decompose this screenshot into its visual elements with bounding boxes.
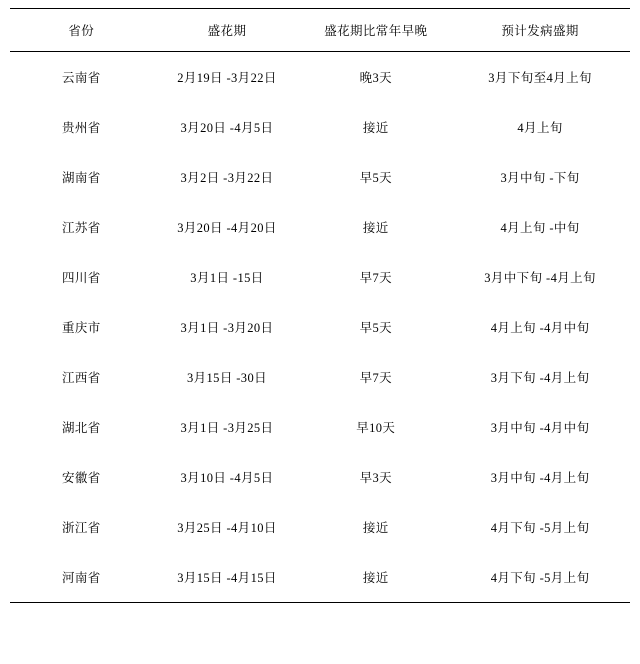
cell-comparison: 早3天 (359, 471, 393, 485)
table-row (10, 552, 630, 603)
cell-bloom-period: 3月2日 -3月22日 (180, 171, 274, 185)
cell-forecast: 3月下旬 -4月上旬 (490, 371, 590, 385)
cell-bloom-period: 3月25日 -4月10日 (177, 521, 277, 535)
cell-bloom-period: 3月1日 -15日 (190, 271, 264, 285)
cell-forecast: 4月上旬 -4月中旬 (490, 321, 590, 335)
cell-province: 云南省 (61, 71, 101, 85)
cell-forecast: 4月上旬 (517, 121, 563, 135)
cell-province: 重庆市 (61, 321, 101, 335)
cell-bloom-period: 3月20日 -4月20日 (177, 221, 277, 235)
table-row (10, 252, 630, 302)
cell-comparison: 接近 (362, 521, 389, 535)
cell-comparison: 接近 (362, 221, 389, 235)
table-row (10, 452, 630, 502)
table-header (10, 9, 630, 52)
table-body (10, 52, 630, 603)
table-row (10, 152, 630, 202)
cell-province: 湖北省 (61, 421, 101, 435)
column-header-forecast: 预计发病盛期 (450, 9, 630, 52)
cell-province: 四川省 (61, 271, 101, 285)
column-header-province: 省份 (10, 9, 153, 52)
table-row (10, 52, 630, 103)
cell-comparison: 接近 (362, 121, 389, 135)
cell-bloom-period: 3月1日 -3月25日 (180, 421, 274, 435)
cell-comparison: 早7天 (359, 371, 393, 385)
cell-province: 安徽省 (61, 471, 101, 485)
column-header-bloom-period: 盛花期 (153, 9, 302, 52)
cell-forecast: 3月中下旬 -4月上旬 (484, 271, 596, 285)
cell-comparison: 早5天 (359, 321, 393, 335)
cell-forecast: 3月中旬 -4月中旬 (490, 421, 590, 435)
cell-comparison: 早7天 (359, 271, 393, 285)
cell-province: 江苏省 (61, 221, 101, 235)
table-row (10, 502, 630, 552)
cell-province: 江西省 (61, 371, 101, 385)
cell-province: 河南省 (10, 552, 153, 603)
cell-province: 浙江省 (61, 521, 101, 535)
cell-bloom-period: 3月15日 -4月15日 (153, 552, 302, 603)
table-row (10, 402, 630, 452)
cell-bloom-period: 2月19日 -3月22日 (177, 71, 277, 85)
cell-bloom-period: 3月15日 -30日 (186, 371, 268, 385)
table-row (10, 302, 630, 352)
cell-province: 贵州省 (61, 121, 101, 135)
table-header-row (10, 9, 630, 52)
cell-forecast: 3月下旬至4月上旬 (488, 71, 592, 85)
column-header-comparison: 盛花期比常年早晚 (301, 9, 450, 52)
cell-forecast: 3月中旬 -下旬 (500, 171, 580, 185)
cell-forecast: 3月中旬 -4月上旬 (490, 471, 590, 485)
cell-comparison: 早5天 (359, 171, 393, 185)
document-page (0, 8, 640, 664)
table-row (10, 202, 630, 252)
cell-comparison: 晚3天 (359, 71, 393, 85)
cell-forecast: 4月下旬 -5月上旬 (490, 521, 590, 535)
table-row (10, 352, 630, 402)
cell-forecast: 4月下旬 -5月上旬 (450, 552, 630, 603)
table-row (10, 102, 630, 152)
bloom-period-table (10, 9, 630, 603)
cell-bloom-period: 3月20日 -4月5日 (180, 121, 274, 135)
cell-comparison: 接近 (301, 552, 450, 603)
cell-bloom-period: 3月10日 -4月5日 (180, 471, 274, 485)
cell-bloom-period: 3月1日 -3月20日 (180, 321, 274, 335)
cell-forecast: 4月上旬 -中旬 (500, 221, 580, 235)
cell-province: 湖南省 (61, 171, 101, 185)
cell-comparison: 早10天 (356, 421, 396, 435)
